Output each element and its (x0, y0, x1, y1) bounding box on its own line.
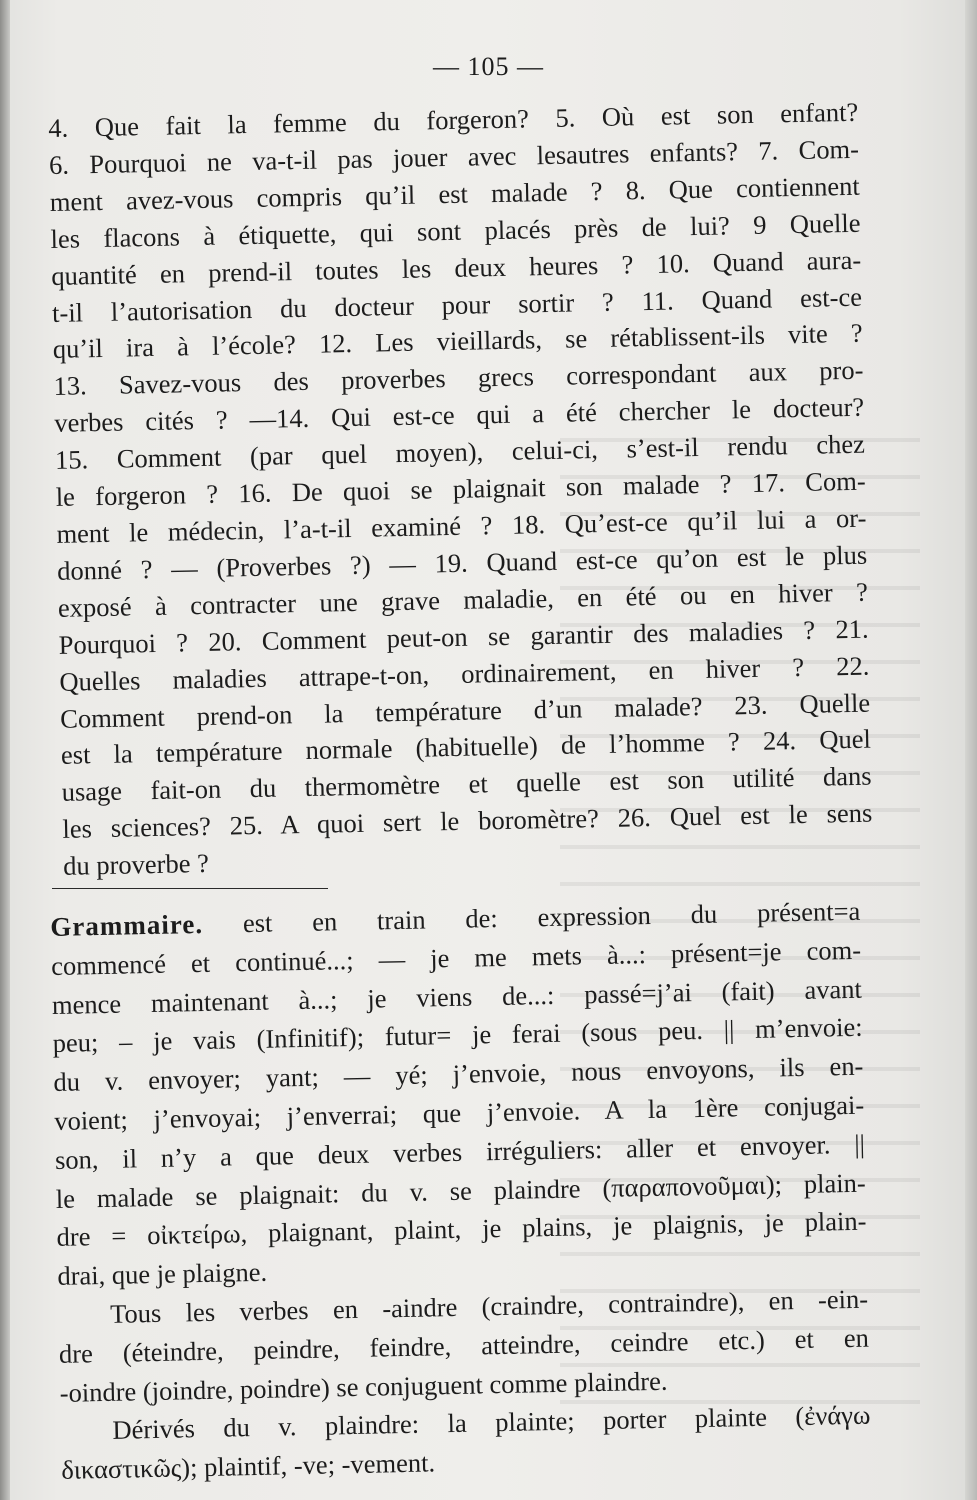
question-line: donné ? — (Proverbes ?) — 19. Quand est-ce qu’on est le plus (56, 539, 868, 586)
section-divider (52, 888, 328, 889)
question-line: les flacons à étiquette, qui sont placés près de lui? 9 Quelle (50, 207, 861, 254)
question-line: quantité en prend-il toutes les deux heures ? 10. Quand aura- (51, 244, 862, 291)
grammar-section (50, 892, 872, 1490)
grammar-line: mence maintenant à...; je viens de...: passé=j’ai (fait) avant (51, 973, 863, 1020)
grammar-line: le malade se plaignait: du v. se plaindre (παραπονοῦμαι); plain- (55, 1167, 866, 1214)
question-line: 15. Comment (par quel moyen), celui-ci, s’est-il rendu chez (54, 428, 866, 476)
question-line: ment avez-vous compris qu’il est malade ? 8. Que contiennent (49, 170, 860, 217)
grammar-line: son, il n’y a que deux verbes irréguliers: aller et envoyer. || (54, 1128, 866, 1175)
grammar-line: drai, que je plaigne. (57, 1256, 268, 1292)
question-line: Quelles maladies attrape-t-on, ordinairement, en hiver ? 22. (59, 650, 870, 697)
question-line: Comment prend-on la température d’un malade? 23. Quelle (59, 687, 871, 734)
grammar-line: peu; – je vais (Infinitif); futur= je ferai (sous peu. || m’envoie: (52, 1012, 863, 1059)
question-line: t-il l’autorisation du docteur pour sortir ? 11. Quand est-ce (51, 281, 863, 328)
question-line: les sciences? 25. A quoi sert le boromètre? 26. Quel est le sens (62, 797, 873, 845)
question-line: verbes cités ? —14. Qui est-ce qui a été chercher le docteur? (53, 391, 865, 439)
question-line: qu’il ira à l’école? 12. Les vieillards, se rétablissent-ils vite ? (52, 318, 863, 365)
question-line: Pourquoi ? 20. Comment peut-on se garantir des maladies ? 21. (58, 613, 869, 660)
page-number: — 105 — (433, 52, 544, 81)
page-edge-shadow (965, 0, 977, 1500)
grammar-line: commencé et continué...; — je me mets à...: présent=je com- (50, 934, 862, 981)
question-line: du proverbe ? (62, 848, 210, 881)
question-line: est la température normale (habituelle) de l’homme ? 24. Quel (60, 724, 872, 771)
question-line: ment le médecin, l’a-t-il examiné ? 18. Qu’est-ce qu’il lui a or- (56, 502, 867, 549)
conjugation-paragraph-line: dre (éteindre, peindre, feindre, atteindre, ceindre etc.) et en (58, 1322, 870, 1369)
grammar-line: dre = οἰκτείρω, plaignant, plaint, je plains, je plaignis, je plain- (56, 1206, 867, 1253)
book-spine-shadow (0, 0, 10, 1500)
conjugation-paragraph-line: -oindre (joindre, poindre) se conjuguent comme plaindre. (59, 1365, 668, 1408)
question-line: 4. Que fait la femme du forgeron? 5. Où est son enfant? (48, 96, 859, 143)
question-line: usage fait-on du thermomètre et quelle est son utilité dans (61, 760, 872, 808)
grammar-line: voient; j’envoyai; j’enverrai; que j’envoie. A la 1ère conjugai- (53, 1089, 865, 1136)
grammar-line: du v. envoyer; yant; — yé; j’envoie, nous envoyons, ils en- (53, 1050, 864, 1098)
questions-paragraph (48, 94, 873, 885)
question-line: exposé à contracter une grave maladie, en été ou en hiver ? (57, 576, 869, 623)
grammar-heading: Grammaire. (50, 908, 204, 942)
conjugation-paragraph-line: Tous les verbes en -aindre (craindre, contraindre), en -ein- (109, 1283, 869, 1329)
derivatives-paragraph-line: δικαστικῶς); plaintif, -ve; -vement. (60, 1447, 436, 1486)
grammar-first-line-text: est en train de: expression du présent=a (242, 895, 861, 939)
question-line: 6. Pourquoi ne va-t-il pas jouer avec lesautres enfants? 7. Com- (48, 133, 860, 180)
derivatives-paragraph-line: Dérivés du v. plaindre: la plainte; porter plainte (ἐνάγω (112, 1400, 871, 1446)
question-line: 13. Savez-vous des proverbes grecs correspondant aux pro- (53, 355, 864, 402)
question-line: le forgeron ? 16. De quoi se plaignait son malade ? 17. Com- (55, 465, 866, 512)
